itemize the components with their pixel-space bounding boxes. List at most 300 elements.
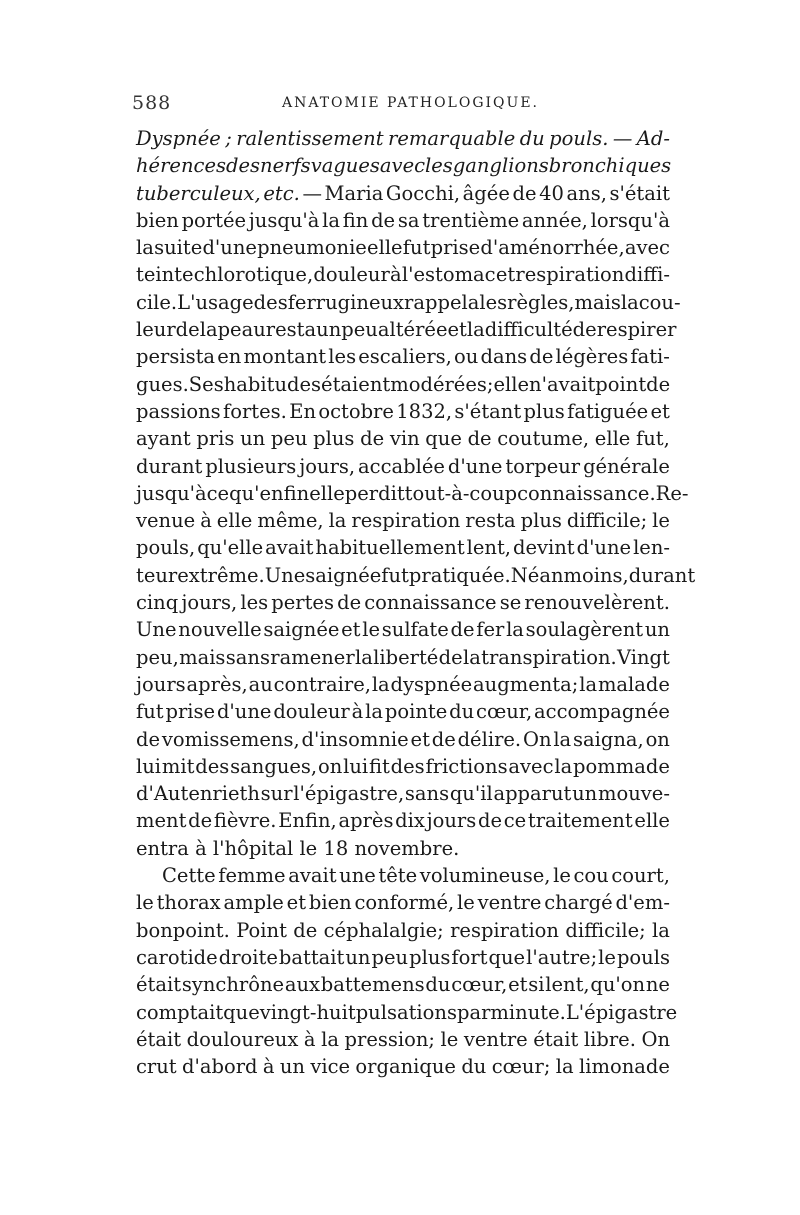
word: point (595, 372, 647, 396)
word: dans (480, 345, 528, 369)
word: pointe (384, 700, 448, 724)
word: qu'enfin (229, 481, 310, 505)
word: bronchiques (548, 154, 672, 178)
word: Dyspnée (136, 127, 221, 150)
word: la (365, 700, 383, 724)
word: d'une (447, 454, 503, 478)
word: perdit (344, 481, 405, 505)
word: règles, (507, 290, 575, 314)
word: L'usage (177, 290, 254, 314)
word: fati- (630, 345, 670, 369)
word: le (299, 836, 324, 860)
word: elle (309, 481, 345, 505)
word: des (390, 754, 425, 778)
word: lent, (545, 973, 590, 997)
word: après, (186, 672, 248, 696)
word: suite (154, 236, 203, 260)
word: d'une (216, 700, 272, 724)
word: traitement (527, 809, 633, 833)
word: ventre (463, 1027, 528, 1051)
word: par (456, 1000, 491, 1024)
word: 1832, (396, 399, 453, 423)
text-line (136, 616, 670, 643)
word: délire. (457, 727, 522, 751)
word: après (338, 809, 394, 833)
word: ventre (477, 891, 542, 915)
word: ralentissement (236, 127, 384, 150)
word: resta (465, 509, 516, 533)
word: étaient (321, 372, 391, 396)
word: vice (310, 1055, 351, 1079)
text-line (136, 999, 678, 1026)
text-line (136, 1026, 670, 1053)
word: un (644, 618, 670, 642)
word: pouls. (549, 127, 609, 150)
text-line (136, 671, 670, 698)
word: céphalalgie; (323, 918, 444, 942)
text-line (136, 480, 689, 507)
word: fit (368, 754, 390, 778)
word: thorax (156, 891, 221, 915)
word: cœur; (491, 1055, 551, 1079)
word: l'estomac (401, 263, 496, 287)
word: ayant (136, 427, 191, 451)
word: 18 (323, 836, 355, 860)
word: fort (451, 945, 488, 969)
word: était (136, 973, 182, 997)
word: pratiquée. (408, 563, 511, 587)
word: qu'on (590, 973, 646, 997)
word: nouvelle (178, 618, 262, 642)
word: jusqu'à (136, 481, 207, 505)
word: jours (136, 672, 186, 696)
word: lorsqu'à (590, 208, 670, 232)
word: mais (574, 290, 621, 314)
word: un (572, 782, 598, 806)
word: saignée (263, 618, 340, 642)
word: cou (573, 864, 609, 888)
word: sulfate (381, 618, 449, 642)
word: des (253, 290, 288, 314)
word: sans (404, 782, 450, 806)
word: de (438, 645, 463, 669)
word: fut (136, 700, 164, 724)
word: avait (288, 864, 337, 888)
word: et (410, 727, 430, 751)
word: Point (236, 918, 287, 942)
text-line (136, 1053, 670, 1080)
word: respiration (515, 263, 625, 287)
word: jusqu'à (248, 208, 320, 232)
word: la (554, 754, 573, 778)
text-line (136, 944, 670, 971)
word: ganglions (452, 154, 549, 178)
word: d'insomnie (301, 727, 409, 751)
text-line (136, 753, 670, 780)
word: et (286, 891, 307, 915)
running-title: ANATOMIE PATHOLOGIQUE. (282, 95, 539, 111)
text-line (136, 207, 670, 234)
body-text (136, 125, 696, 1080)
word: habituellement (315, 536, 465, 560)
word: difficile; (566, 509, 648, 533)
word: elle (493, 372, 530, 396)
word: à (390, 263, 402, 287)
word: l'hôpital (212, 836, 300, 860)
word: la (136, 236, 154, 260)
word: plus (520, 509, 562, 533)
word: générale (583, 454, 670, 478)
word: ; (225, 127, 232, 150)
word: Vingt (617, 645, 670, 669)
word: à (262, 1055, 275, 1079)
word: Ad- (636, 127, 670, 150)
word: limonade (578, 1055, 670, 1079)
word: du (425, 973, 451, 997)
word: le (553, 864, 571, 888)
word: si (528, 973, 545, 997)
word: gues. (136, 372, 189, 396)
text-line (136, 125, 670, 152)
word: un (316, 318, 342, 342)
word: la (199, 318, 218, 342)
word: d'une (576, 536, 632, 560)
page-number: 588 (132, 92, 172, 114)
word: renouvelèrent. (524, 591, 670, 615)
text-line (136, 289, 681, 316)
word: cile. (136, 290, 178, 314)
word: du (519, 127, 545, 150)
word: de (360, 427, 385, 451)
word: de (572, 318, 597, 342)
word: bien (308, 891, 352, 915)
word: du (461, 1055, 487, 1079)
word: ne (645, 973, 670, 997)
word: passions (136, 399, 221, 423)
word: trentième (422, 208, 520, 232)
text-line (136, 398, 670, 425)
word: Enfin, (278, 809, 337, 833)
word: Re- (655, 481, 689, 505)
word: coutume, (497, 427, 590, 451)
word: sans (225, 645, 270, 669)
text-line (136, 425, 670, 452)
word: la (555, 1055, 574, 1079)
word: s'étant (454, 399, 522, 423)
word: au (248, 672, 273, 696)
word: les (328, 345, 357, 369)
text-line (136, 152, 670, 179)
word: les (479, 290, 508, 314)
word: — (612, 127, 633, 150)
word: la (466, 318, 485, 342)
text-line (136, 780, 670, 807)
word: plus (523, 399, 565, 423)
word: et (447, 318, 467, 342)
word: de (175, 318, 200, 342)
word: une (339, 864, 376, 888)
text-line (136, 562, 696, 589)
word: ferrugineux (287, 290, 405, 314)
word: qu'il (449, 782, 493, 806)
word: de (467, 427, 492, 451)
word: respirer (596, 318, 677, 342)
word: peu (371, 945, 409, 969)
word: qu'elle (197, 536, 264, 560)
word: habitudes (223, 372, 322, 396)
word: le (440, 1027, 459, 1051)
word: à (303, 1027, 316, 1051)
word: fatiguée (567, 399, 649, 423)
word: carotide (136, 945, 218, 969)
word: de (136, 727, 161, 751)
word: etc. (263, 181, 300, 205)
word: battait (278, 945, 345, 969)
word: sur (260, 782, 293, 806)
text-line (136, 534, 670, 561)
word: d'Autenrieth (136, 782, 260, 806)
text-line (136, 726, 670, 753)
word: mais (179, 645, 226, 669)
word: le (652, 509, 670, 533)
word: transpiration. (481, 645, 617, 669)
word: fer (476, 618, 505, 642)
word: pris (196, 427, 235, 451)
word: de (512, 181, 537, 205)
word: s'était (609, 181, 670, 205)
word: et (508, 973, 528, 997)
word: la (506, 618, 524, 642)
word: que (425, 427, 462, 451)
word: le (362, 618, 381, 642)
word: pommade (573, 754, 670, 778)
word: On (641, 1027, 670, 1051)
word: et (495, 263, 516, 287)
word: len- (633, 536, 670, 560)
word: la (321, 1027, 339, 1051)
word: fortes. (223, 399, 287, 423)
word: la (322, 208, 341, 232)
word: Néanmoins, (510, 563, 629, 587)
word: que (223, 1000, 260, 1024)
word: ans, (566, 181, 607, 205)
word: on (317, 754, 343, 778)
text-line (136, 807, 670, 834)
word: de (450, 618, 475, 642)
word: peu (341, 318, 378, 342)
word: pression; (344, 1027, 435, 1051)
word: sangues, (230, 754, 318, 778)
word: rappela (404, 290, 480, 314)
word: fut, (636, 427, 670, 451)
word: tuberculeux, (136, 181, 261, 205)
text-line (136, 261, 670, 288)
word: — (302, 181, 322, 205)
word: peu, (136, 645, 179, 669)
word: en (217, 345, 242, 369)
word: elle (634, 809, 670, 833)
word: respiration (351, 509, 461, 533)
word: âgée (462, 181, 510, 205)
word: lent, (466, 536, 512, 560)
word: prise (165, 700, 216, 724)
word: le (457, 891, 475, 915)
word: le (598, 945, 616, 969)
word: L'épigastre (565, 1000, 678, 1024)
word: frictions (425, 754, 508, 778)
word: que (488, 945, 526, 969)
word: pneumonie (257, 236, 367, 260)
word: remarquable (388, 127, 516, 150)
word: elle (367, 236, 403, 260)
text-line (136, 453, 670, 480)
word: bonpoint. (136, 918, 230, 942)
word: un (345, 945, 371, 969)
word: novembre. (354, 836, 460, 860)
word: durant (136, 454, 203, 478)
word: vin (389, 427, 420, 451)
word: la (620, 290, 639, 314)
word: sa (397, 208, 420, 232)
word: Cette (162, 864, 216, 888)
word: peau (217, 318, 266, 342)
word: On (522, 727, 552, 751)
word: saignée (305, 563, 382, 587)
word: la (553, 727, 572, 751)
word: pulsations (355, 1000, 457, 1024)
word: jours (426, 809, 477, 833)
word: femme (218, 864, 286, 888)
word: vingt-huit (259, 1000, 356, 1024)
word: était (533, 1027, 579, 1051)
text-line (136, 835, 670, 862)
word: ce (503, 809, 527, 833)
word: mit (161, 754, 195, 778)
word: et (341, 618, 361, 642)
word: minute. (490, 1000, 566, 1024)
word: avec (379, 154, 426, 178)
word: la (652, 918, 670, 942)
word: respiration (450, 918, 559, 942)
word: lui (136, 754, 162, 778)
word: les (425, 154, 453, 178)
word: la (354, 645, 373, 669)
running-head (132, 92, 672, 118)
word: connaissance (364, 591, 497, 615)
word: accablée (358, 454, 445, 478)
word: fin (342, 208, 369, 232)
word: d'em- (615, 891, 670, 915)
word: montant (243, 345, 327, 369)
word: entra (136, 836, 196, 860)
word: douleur (273, 700, 350, 724)
word: était (136, 1027, 182, 1051)
word: fut (381, 563, 409, 587)
word: ce (206, 481, 230, 505)
text-line (136, 343, 670, 370)
word: ramener (270, 645, 355, 669)
word: ou (454, 345, 479, 369)
word: de (188, 809, 213, 833)
word: vomissemens, (161, 727, 300, 751)
word: avec (508, 754, 554, 778)
word: Ses (188, 372, 224, 396)
word: la (371, 672, 390, 696)
word: vagues (310, 154, 380, 178)
word: et (650, 399, 670, 423)
word: escaliers, (358, 345, 452, 369)
word: d'aménorrhée, (480, 236, 625, 260)
word: Maria (324, 181, 384, 205)
word: douleur (313, 263, 390, 287)
word: plus (409, 945, 451, 969)
word: n'avait (529, 372, 596, 396)
word: à (200, 509, 212, 533)
word: de (371, 208, 396, 232)
word: En (289, 399, 316, 423)
word: comptait (136, 1000, 224, 1024)
word: malade (597, 672, 670, 696)
word: volumineuse, (419, 864, 551, 888)
word: apparut (493, 782, 572, 806)
word: difficile; (565, 918, 646, 942)
text-line (136, 180, 670, 207)
word: même, (257, 509, 324, 533)
word: nerfs (260, 154, 311, 178)
word: des (226, 154, 261, 178)
word: de (431, 727, 456, 751)
word: plusieurs (205, 454, 297, 478)
word: organique (355, 1055, 456, 1079)
word: ample (223, 891, 284, 915)
text-line (136, 589, 670, 616)
word: douloureux (186, 1027, 299, 1051)
word: les (240, 591, 269, 615)
word: resta (265, 318, 317, 342)
word: leur (136, 318, 176, 342)
word: avait (265, 536, 314, 560)
word: la (328, 509, 347, 533)
word: des (195, 754, 230, 778)
word: d'abord (182, 1055, 258, 1079)
word: on (645, 727, 670, 751)
word: pouls, (136, 536, 196, 560)
word: de (337, 591, 362, 615)
word: battemens (320, 973, 425, 997)
text-line (136, 698, 670, 725)
word: mouve- (597, 782, 670, 806)
word: modérées; (390, 372, 494, 396)
word: synchrône (181, 973, 285, 997)
word: octobre (318, 399, 394, 423)
word: cinq (136, 591, 179, 615)
word: conformé, (354, 891, 455, 915)
word: de (529, 345, 554, 369)
word: jours, (181, 591, 238, 615)
word: Une (264, 563, 306, 587)
word: légères (555, 345, 629, 369)
word: tout-à-coup (404, 481, 518, 505)
word: à (351, 700, 364, 724)
word: chargé (544, 891, 613, 915)
word: avec (624, 236, 670, 260)
word: difficulté (484, 318, 573, 342)
word: aux (284, 973, 320, 997)
word: bien (136, 208, 179, 232)
word: lui (343, 754, 369, 778)
word: un (240, 427, 266, 451)
word: du (449, 700, 475, 724)
